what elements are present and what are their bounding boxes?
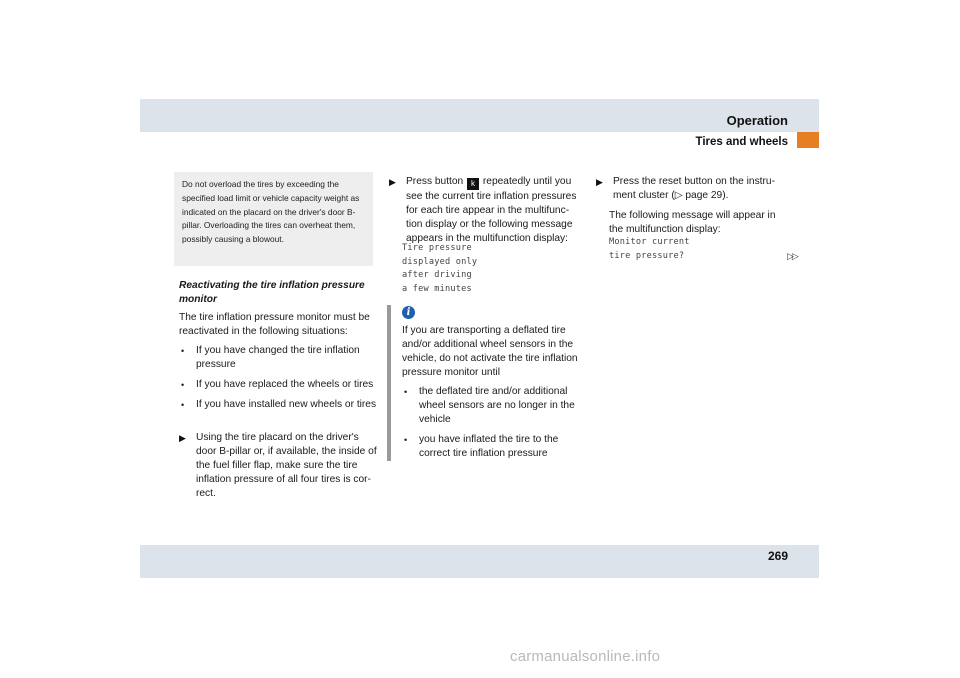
display-line: displayed only [402,256,478,267]
section-marker [797,132,819,148]
situation-list [179,344,379,412]
header-band [140,99,819,132]
info-icon: i [402,306,415,319]
arrow-right-icon: ▶ [179,433,186,443]
page-number: 269 [767,549,788,563]
display-message [402,242,477,296]
display-message [609,236,690,263]
section-heading: Reactivating the tire inflation pressure monitor [179,280,365,305]
continue-icon: ▷▷ [787,251,797,261]
info-list [402,385,580,461]
list-item: • If you have replaced the wheels or tires [179,378,379,392]
step-text: Using the tire placard on the driver's door B-pillar or, if available, the inside of the fuel filler flap, make sure the tire inflation pressure of all four tires is cor-rect. [196,432,377,499]
display-line: Monitor current [609,237,690,247]
display-line: Tire pressure [402,243,472,253]
watermark: carmanualsonline.info [510,648,661,665]
arrow-right-icon: ▶ [596,177,603,187]
intro-paragraph: The tire inflation pressure monitor must be reactivated in the following situations: [179,312,370,337]
list-item: • If you have installed new wheels or tires [179,398,379,412]
display-line: a few minutes [402,283,472,294]
list-item: • the deflated tire and/or additional wheel sensors are no longer in the vehicle [402,385,580,427]
step-text-after: repeatedly until you see the current tire inflation pressures for each tire appear in the multifunc-tion display or the following message appears in the multifunction display: [406,176,577,244]
list-item: • you have inflated the tire to the correct tire inflation pressure [402,433,580,461]
result-paragraph: The following message will appear in the multifunction display: [609,210,776,235]
section-title: Operation [726,113,788,128]
arrow-right-icon: ▶ [389,177,396,187]
instruction-step [179,431,380,501]
subsection-title: Tires and wheels [695,136,788,148]
list-item: • If you have changed the tire inflation pressure [179,344,379,372]
instruction-step [389,175,579,246]
step-text-before: Press button [406,176,464,187]
footer-band [140,545,819,578]
display-line: after driving [402,270,472,280]
display-line: tire pressure? [609,250,685,261]
button-key-icon: k [467,178,479,190]
warning-box: Do not overload the tires by exceeding the specified load limit or vehicle capacity weight as indicated on the placard on the driver's door B-pillar. Overloading the tires can overheat them, possibly causing a blowout. [174,172,373,266]
step-text: Press the reset button on the instru-ment cluster (▷ page 29). [613,176,775,201]
instruction-step [596,175,793,203]
info-paragraph: If you are transporting a deflated tire and/or additional wheel sensors in the vehicle, do not activate the tire inflation pressure monitor until [402,325,578,378]
info-sidebar [387,305,391,461]
